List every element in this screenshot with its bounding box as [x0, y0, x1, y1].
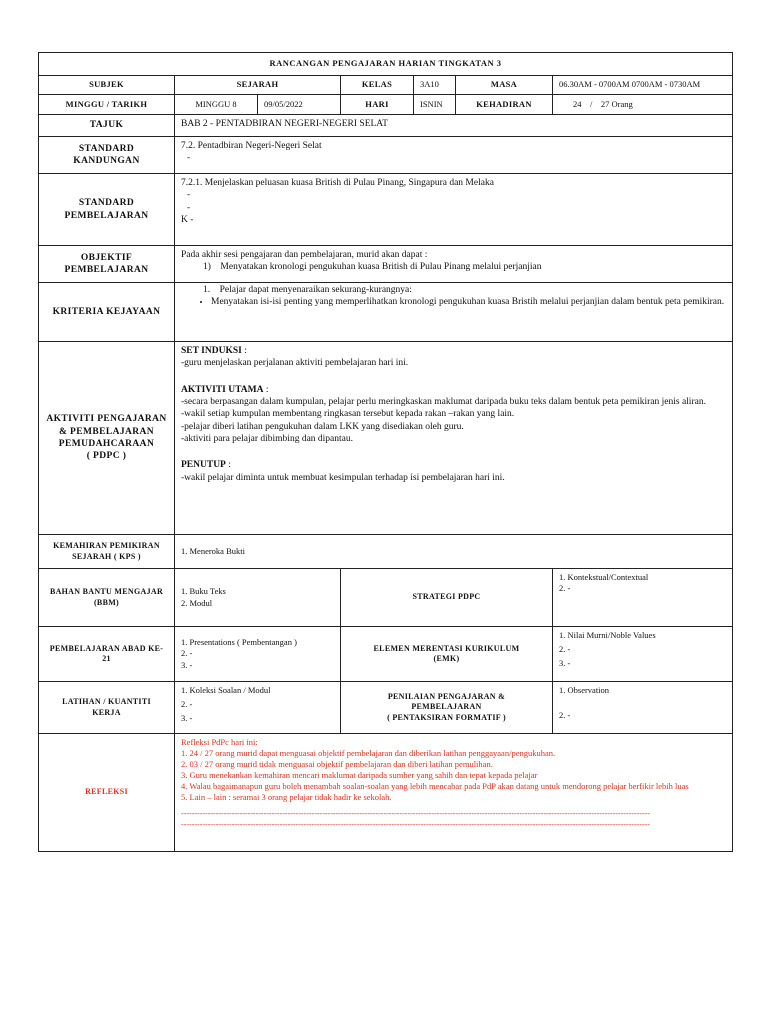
refleksi-heading: Refleksi PdPc hari ini: [181, 737, 258, 747]
hari-value: ISNIN [414, 95, 456, 115]
refleksi-line: 1. 24 / 27 orang murid dapat menguasai objektif pembelajaran dan diberikan latihan penggayaan/pengukuhan. [181, 748, 556, 759]
abad21-items: 1. Presentations ( Pembentangan ) 2. - 3. - [175, 627, 341, 682]
minggu-value: MINGGU 8 [175, 95, 258, 115]
set-induksi-heading: SET INDUKSI [181, 346, 242, 356]
kriteria-value: 1. Pelajar dapat menyenaraikan sekurang-kurangnya: • Menyatakan isi-isi penting yang memperlihatkan kronologi pengukuhan kuasa Bristih melalui perjanjian dalam bentuk peta pemikiran. [175, 283, 733, 342]
refleksi-line: 5. Lain – lain : seramai 3 orang pelajar tidak hadir ke sekolah. [181, 792, 392, 803]
kriteria-bullet: • Menyatakan isi-isi penting yang memperlihatkan kronologi pengukuhan kuasa Bristih melalui perjanjian dalam bentuk peta pemikiran. [211, 296, 726, 308]
bbm-items: 1. Buku Teks 2. Modul [175, 569, 341, 627]
tajuk-label: TAJUK [39, 115, 175, 137]
emk-label: ELEMEN MERENTASI KURIKULUM (EMK) [341, 627, 553, 682]
lesson-plan-table [38, 52, 733, 852]
penutup-text: -wakil pelajar diminta untuk membuat kesimpulan terhadap isi pembelajaran hari ini. [181, 472, 505, 483]
latihan-items: 1. Koleksi Soalan / Modul 2. - 3. - [175, 682, 341, 734]
kelas-value: 3A10 [414, 76, 456, 95]
subjek-value: SEJARAH [175, 76, 341, 95]
kehadiran-label: KEHADIRAN [456, 95, 553, 115]
aktiviti-value: SET INDUKSI : -guru menjelaskan perjalanan aktiviti pembelajaran hari ini. AKTIVITI UTAMA : -secara berpasangan dalam kumpulan, pelajar perlu meringkaskan maklumat daripada buku teks dalam bentuk peta pemikiran jenis aliran. -wakil setiap kumpulan membentang ringkasan tersebut kepada rakan –rakan yang lain. -pelajar diberi latihan pengukuhan dalam LKK yang disediakan oleh guru. -aktiviti para pelajar dibimbing dan dipantau. PENUTUP : -wakil pelajar diminta untuk membuat kesimpulan terhadap isi pembelajaran hari ini. [175, 342, 733, 535]
refleksi-dashes: -------------------------------------------------------------------------------------------------------------------------------------------------------------------------------- [181, 809, 650, 819]
standard-pembelajaran-label: STANDARD PEMBELAJARAN [39, 174, 175, 246]
masa-label: MASA [456, 76, 553, 95]
strategi-pdpc-items: 1. Kontekstual/Contextual 2. - [553, 569, 733, 627]
refleksi-label: REFLEKSI [39, 734, 175, 852]
kehadiran-value: 24 / 27 Orang [553, 95, 733, 115]
aktiviti-utama-line: -pelajar diberi latihan pengukuhan dalam LKK yang disediakan oleh guru. [181, 421, 464, 432]
refleksi-line: 2. 03 / 27 orang murid tidak menguasai objektif pembelajaran dan diberi latihan pemulihan. [181, 759, 493, 770]
objektif-label: OBJEKTIF PEMBELAJARAN [39, 246, 175, 283]
kriteria-label: KRITERIA KEJAYAAN [39, 283, 175, 342]
objektif-value: Pada akhir sesi pengajaran dan pembelajaran, murid akan dapat : 1) Menyatakan kronologi pengukuhan kuasa British di Pulau Pinang melalui perjanjian [175, 246, 733, 283]
standard-pembelajaran-value: 7.2.1. Menjelaskan peluasan kuasa British di Pulau Pinang, Singapura dan Melaka - - K - [175, 174, 733, 246]
penutup-heading: PENUTUP [181, 460, 226, 471]
document-title: RANCANGAN PENGAJARAN HARIAN TINGKATAN 3 [39, 53, 733, 76]
aktiviti-label: AKTIVITI PENGAJARAN & PEMBELAJARAN PEMUDAHCARAAN ( PDPC ) [39, 342, 175, 535]
latihan-label: LATIHAN / KUANTITI KERJA [39, 682, 175, 734]
abad21-label: PEMBELAJARAN ABAD KE- 21 [39, 627, 175, 682]
lesson-plan-document [38, 52, 732, 852]
standard-kandungan-label: STANDARD KANDUNGAN [39, 137, 175, 174]
masa-value: 06.30AM - 0700AM 0700AM - 0730AM [553, 76, 733, 95]
aktiviti-utama-line: -wakil setiap kumpulan membentang ringkasan tersebut kepada rakan –rakan yang lain. [181, 409, 515, 420]
tajuk-value: BAB 2 - PENTADBIRAN NEGERI-NEGERI SELAT [175, 115, 733, 137]
set-induksi-text: -guru menjelaskan perjalanan aktiviti pembelajaran hari ini. [181, 358, 409, 369]
standard-kandungan-value: 7.2. Pentadbiran Negeri-Negeri Selat - [175, 137, 733, 174]
refleksi-value [175, 734, 733, 852]
strategi-pdpc-label: STRATEGI PDPC [341, 569, 553, 627]
kps-label: KEMAHIRAN PEMIKIRAN SEJARAH ( KPS ) [39, 535, 175, 569]
refleksi-dashes: -------------------------------------------------------------------------------------------------------------------------------------------------------------------------------- [181, 819, 650, 829]
emk-items: 1. Nilai Murni/Noble Values 2. - 3. - [553, 627, 733, 682]
subjek-label: SUBJEK [39, 76, 175, 95]
aktiviti-utama-line: -secara berpasangan dalam kumpulan, pelajar perlu meringkaskan maklumat daripada buku teks dalam bentuk peta pemikiran jenis aliran. [181, 397, 706, 408]
kps-value: 1. Meneroka Bukti [175, 535, 733, 569]
tarikh-value: 09/05/2022 [258, 95, 341, 115]
aktiviti-utama-line: -aktiviti para pelajar dibimbing dan dipantau. [181, 434, 354, 445]
bbm-label: BAHAN BANTU MENGAJAR (BBM) [39, 569, 175, 627]
kelas-label: KELAS [341, 76, 414, 95]
aktiviti-utama-heading: AKTIVITI UTAMA [181, 384, 264, 395]
penilaian-items: 1. Observation 2. - [553, 682, 733, 734]
refleksi-line: 4. Walau bagaimanapun guru boleh menambah soalan-soalan yang lebih mencabar pada PdP akan datang untuk mendorong pelajar berfikir lebih luas [181, 781, 689, 792]
refleksi-line: 3. Guru menekankan kemahiran mencari maklumat daripada sumber yang sahih dan tepat kepada pelajar [181, 770, 538, 781]
hari-label: HARI [341, 95, 414, 115]
penilaian-label: PENILAIAN PENGAJARAN & PEMBELAJARAN ( PENTAKSIRAN FORMATIF ) [341, 682, 553, 734]
minggu-tarikh-label: MINGGU / TARIKH [39, 95, 175, 115]
